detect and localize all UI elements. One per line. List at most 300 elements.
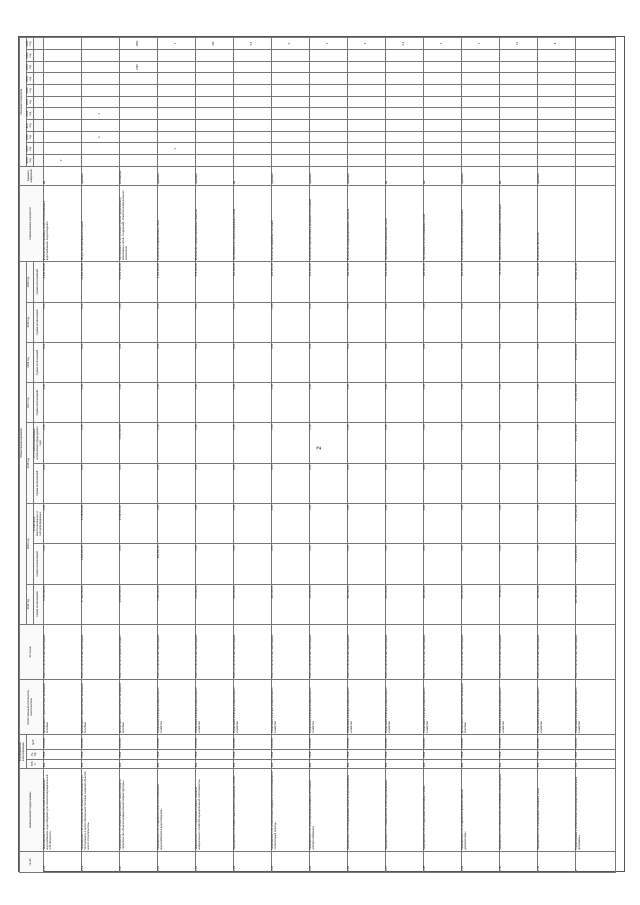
row-indicator-value: 0 [43, 155, 81, 167]
iheader-2016: 2016 год [26, 131, 33, 143]
row-rzpr: 0502 [157, 750, 195, 760]
row-indicator-value [537, 96, 575, 108]
row-number: 1.26 [347, 851, 385, 872]
row-indicator-value [575, 73, 615, 85]
header-year-2017: 2017 год [26, 383, 33, 423]
row-amount: 0,00 [43, 383, 81, 423]
row-amount: 0,00 [309, 423, 347, 463]
row-rzpr: 0502 [233, 750, 271, 760]
row-amount: 0,00 [461, 302, 499, 342]
row-indicator-value: 3 [347, 38, 385, 50]
row-indicator-value [575, 143, 615, 155]
row-indicator-value [499, 61, 537, 73]
row-indicator-value [575, 85, 615, 97]
header-year-2020: 2020 год [26, 262, 33, 302]
row-amount: 0,00 [157, 302, 195, 342]
row-amount: 0,00 [385, 423, 423, 463]
row-amount: 0,00 [461, 463, 499, 503]
row-responsible: Управление жилищно-коммунального хозяйства [157, 680, 195, 735]
row-rzpr: 0502 [385, 750, 423, 760]
row-responsible: Департамент строительства и жилищной политики [461, 680, 499, 735]
row-indicator-value [271, 120, 309, 132]
row-indicator: Количество светоточек [537, 185, 575, 261]
row-indicator-value [423, 155, 461, 167]
row-amount: 13 234 000,00 [575, 544, 615, 584]
program-activities-table [19, 37, 616, 873]
header-sum-2014: Сумма ассигнований [33, 584, 43, 624]
row-name: Мероприятие 1.24 «Обеспечение надежности теплоснабжения в отопительный период» [271, 769, 309, 852]
row-indicator-value [43, 143, 81, 155]
row-indicator-value [385, 96, 423, 108]
iheader-2019: 2019 год [26, 96, 33, 108]
row-amount: 0,00 [385, 342, 423, 382]
row-amount: 0,00 [537, 342, 575, 382]
row-amount: 0,00 [385, 504, 423, 544]
row-number: 1.25 [309, 851, 347, 872]
row-indicator-value [575, 108, 615, 120]
row-indicator-value [499, 50, 537, 62]
row-rzpr: 0502 [81, 750, 119, 760]
table-row [537, 38, 575, 873]
header-grbs: ГРБС [26, 759, 43, 769]
row-grbs: 802 [347, 759, 385, 769]
row-indicator-value [195, 155, 233, 167]
row-amount: 0,00 [157, 504, 195, 544]
row-amount: 0,00 [423, 302, 461, 342]
row-indicator-value [499, 120, 537, 132]
row-indicator-value [195, 131, 233, 143]
row-indicator: Протяженность отремонтированных сетей [233, 185, 271, 261]
row-indicator-value [461, 85, 499, 97]
row-amount: 0,00 [385, 544, 423, 584]
row-indicator: Протяженность построенных (реконструированных) инженерных сетей, сооружений, объектов коммунального назначения [119, 185, 157, 261]
row-grbs: 802 [119, 759, 157, 769]
row-indicator-value [119, 108, 157, 120]
header-csr: ЦСР [26, 735, 43, 750]
row-indicator-value [195, 143, 233, 155]
row-amount: 1 000 000,00 [119, 423, 157, 463]
row-grbs: 802 [81, 759, 119, 769]
row-source: Всего, в том числе местный бюджет [575, 624, 615, 679]
row-unit: км [233, 166, 271, 185]
row-amount: 0,00 [347, 463, 385, 503]
header-responsible: Ответственный исполнитель, соисполнитель [20, 680, 44, 735]
row-amount: 0,00 [195, 423, 233, 463]
row-grbs: 802 [461, 759, 499, 769]
row-indicator-value [575, 50, 615, 62]
row-indicator-value [385, 108, 423, 120]
row-indicator-value [195, 120, 233, 132]
row-amount: 0,00 [347, 504, 385, 544]
row-amount: 0,00 [347, 423, 385, 463]
row-indicator-value [309, 120, 347, 132]
row-source: Всего, в том числе местный бюджет [461, 624, 499, 679]
row-indicator-value [423, 143, 461, 155]
header-no: № п/п [20, 851, 44, 872]
row-amount: 320 000,00 [347, 262, 385, 302]
row-grbs: 802 [385, 759, 423, 769]
row-unit: единица [195, 166, 233, 185]
iheader-blank [33, 108, 43, 120]
row-indicator-value [385, 120, 423, 132]
row-rzpr: 0505 [575, 750, 615, 760]
row-responsible: Управление жилищно-коммунального хозяйства [537, 680, 575, 735]
row-indicator-value [537, 131, 575, 143]
row-amount: 103 789 400,00 [575, 584, 615, 624]
row-indicator-value [157, 120, 195, 132]
row-grbs: 802 [43, 759, 81, 769]
row-indicator-value [423, 50, 461, 62]
row-responsible: Управление жилищно-коммунального хозяйства [385, 680, 423, 735]
row-unit: км [43, 166, 81, 185]
row-number: 1.30 [499, 851, 537, 872]
row-rzpr: 0502 [271, 750, 309, 760]
iheader-2021: 2021 год [26, 73, 33, 85]
header-unit: Единица измерения [20, 166, 44, 185]
row-indicator-value: 1 [157, 38, 195, 50]
row-unit: километры [119, 166, 157, 185]
row-indicator-value [271, 61, 309, 73]
row-amount: 0,00 [195, 302, 233, 342]
row-amount: 0,00 [233, 383, 271, 423]
table-body [20, 38, 616, 873]
row-indicator-value [347, 96, 385, 108]
row-grbs: 802 [575, 759, 615, 769]
table-row [43, 38, 81, 873]
row-amount: 1 000 000,00 [81, 544, 119, 584]
row-indicator-value [347, 120, 385, 132]
table-row [157, 38, 195, 873]
row-source: Всего, в том числе местный бюджет [537, 624, 575, 679]
row-amount: 0,00 [347, 302, 385, 342]
row-responsible: Управление жилищно-коммунального хозяйства [575, 680, 615, 735]
row-name: Мероприятие 1.21 «Разработка схем теплоснабжения, водоснабжения и водоотведения» [157, 769, 195, 852]
row-responsible: Управление жилищно-коммунального хозяйства [271, 680, 309, 735]
row-indicator-value [233, 50, 271, 62]
row-csr: 1010400 [461, 735, 499, 750]
row-responsible: Управление жилищно-коммунального хозяйства [499, 680, 537, 735]
row-indicator-value [233, 96, 271, 108]
header-rzpr: Рз Пр [26, 750, 43, 760]
row-unit: км [499, 166, 537, 185]
row-number: 1.31 [537, 851, 575, 872]
row-grbs: 802 [233, 759, 271, 769]
row-grbs: 802 [271, 759, 309, 769]
row-amount: 0,00 [43, 544, 81, 584]
row-indicator [575, 185, 615, 261]
header-name: Наименование подпрограммы [20, 769, 44, 852]
row-indicator: Количество разработанной документации [461, 185, 499, 261]
row-indicator-value [157, 155, 195, 167]
row-indicator-value [81, 38, 119, 50]
row-indicator-value: 0,5 [233, 38, 271, 50]
row-csr: 1010400 [233, 735, 271, 750]
row-indicator-value [271, 143, 309, 155]
row-source: Всего, в том числе местный бюджет [157, 624, 195, 679]
row-amount: 0,00 [461, 342, 499, 382]
row-number: 1.24 [271, 851, 309, 872]
row-indicator: Количество модернизированных объектов [347, 185, 385, 261]
row-indicator: Протяженность обслуживаемых сетей [423, 185, 461, 261]
row-name: Мероприятие 1.25 «Приобретение резервных источников электроснабжения» [309, 769, 347, 852]
row-unit: единица [157, 166, 195, 185]
row-grbs: 802 [537, 759, 575, 769]
row-amount: 0,00 [499, 342, 537, 382]
row-indicator-value [423, 96, 461, 108]
row-amount: 0,00 [271, 342, 309, 382]
iheader-2014: 2014 год [26, 155, 33, 167]
row-indicator-value [309, 85, 347, 97]
row-amount: 0,00 [233, 302, 271, 342]
row-amount: 0,00 [271, 544, 309, 584]
row-amount: 500 000,00 [233, 262, 271, 302]
row-indicator-value: 1 [81, 108, 119, 120]
row-amount: 0,00 [309, 463, 347, 503]
row-amount: 0,00 [537, 302, 575, 342]
row-rzpr: 0502 [499, 750, 537, 760]
row-number: 1.22 [195, 851, 233, 872]
header-prev-2016: в т.ч. неиспользованные ассигнования предыдущего года [33, 423, 43, 463]
row-indicator-value [157, 131, 195, 143]
row-indicator-value [271, 73, 309, 85]
row-indicator-value [499, 108, 537, 120]
row-indicator: Количество отремонтированных объектов [195, 185, 233, 261]
row-rzpr: 0502 [423, 750, 461, 760]
row-amount: 150 000,00 [309, 584, 347, 624]
header-indicator-values: Значение показателя [20, 38, 27, 167]
row-amount: 278 000,00 [195, 262, 233, 302]
row-amount: 0,00 [423, 342, 461, 382]
row-amount: 0,00 [195, 383, 233, 423]
table-row [195, 38, 233, 873]
row-amount: 0,00 [43, 423, 81, 463]
row-indicator-value [157, 50, 195, 62]
row-amount: 2 250 000,00 [43, 262, 81, 302]
row-amount: 0,00 [347, 383, 385, 423]
row-indicator-value [575, 61, 615, 73]
table-row [385, 38, 423, 873]
table-row [271, 38, 309, 873]
row-indicator-value: 2360 [119, 61, 157, 73]
row-number: 1.18 [43, 851, 81, 872]
row-amount: 95 000,00 [499, 584, 537, 624]
row-indicator-value [461, 143, 499, 155]
row-rzpr: 0502 [119, 750, 157, 760]
row-indicator-value: 0,2 [385, 38, 423, 50]
row-amount: 0,00 [499, 544, 537, 584]
row-indicator-value [461, 50, 499, 62]
row-indicator-value [347, 131, 385, 143]
row-amount: 0,00 [81, 423, 119, 463]
row-amount: 0,00 [537, 463, 575, 503]
row-indicator: Количество разработанных схем [157, 185, 195, 261]
row-amount: 400 000,00 [271, 262, 309, 302]
row-amount: 0,00 [119, 302, 157, 342]
row-indicator-value [81, 85, 119, 97]
row-csr: 1010400 [195, 735, 233, 750]
row-indicator-value [385, 50, 423, 62]
row-amount: 0,00 [423, 504, 461, 544]
row-indicator-value [43, 50, 81, 62]
iheader-blank [33, 96, 43, 108]
row-unit: единица [81, 166, 119, 185]
row-indicator-value [499, 73, 537, 85]
table-row [575, 38, 615, 873]
row-indicator-value [537, 155, 575, 167]
row-responsible: Департамент строительства и жилищной политики [43, 680, 81, 735]
table-row [461, 38, 499, 873]
row-amount: 24 000 000,00 [119, 584, 157, 624]
row-indicator-value [499, 143, 537, 155]
row-source: Всего, в том числе краевой бюджет [119, 624, 157, 679]
row-amount: 0,00 [385, 302, 423, 342]
row-indicator-value [233, 108, 271, 120]
row-name: Мероприятие 1.29 «Разработка проектно-сметной документации» [461, 769, 499, 852]
row-amount: 0,00 [385, 463, 423, 503]
row-name: Подпрограмма 2 «Обеспечение реализации муниципальной программы» [575, 769, 615, 852]
header-unused-2015: в том числе неиспользованных и неподтвержденных [33, 504, 43, 544]
row-amount: 600 000,00 [461, 584, 499, 624]
row-unit: км [423, 166, 461, 185]
row-amount: 19 271 700,00 [575, 423, 615, 463]
row-indicator-value [537, 50, 575, 62]
row-indicator-value [233, 61, 271, 73]
row-indicator-value [347, 155, 385, 167]
row-csr: 1010400 [271, 735, 309, 750]
row-amount: 0,00 [43, 342, 81, 382]
iheader-blank [33, 120, 43, 132]
row-amount: 600 000,00 [461, 262, 499, 302]
row-amount: 0,00 [461, 504, 499, 544]
row-indicator-value [195, 50, 233, 62]
row-indicator-value [271, 85, 309, 97]
row-amount: 0,00 [233, 504, 271, 544]
row-number: 1.27 [385, 851, 423, 872]
row-amount: 0,00 [461, 383, 499, 423]
row-indicator-value [119, 155, 157, 167]
row-indicator-value [309, 143, 347, 155]
row-indicator-value [43, 120, 81, 132]
row-indicator-value [43, 131, 81, 143]
row-amount: 0,00 [309, 383, 347, 423]
row-amount: 500 000,00 [233, 584, 271, 624]
row-source: Всего, в том числе местный бюджет [81, 624, 119, 679]
row-unit: единица [461, 166, 499, 185]
row-amount: 16 516 800,00 [575, 342, 615, 382]
row-amount: 0,00 [461, 544, 499, 584]
row-number: 1.23 [233, 851, 271, 872]
row-number: 1.29 [461, 851, 499, 872]
row-amount: 0,00 [157, 423, 195, 463]
row-amount: 0,00 [195, 504, 233, 544]
row-amount: 0,00 [423, 544, 461, 584]
row-indicator-value [347, 73, 385, 85]
row-amount: 0,00 [157, 342, 195, 382]
row-amount: 19 202 000,00 [119, 262, 157, 302]
row-amount: 0,00 [271, 504, 309, 544]
row-amount: 150 000,00 [309, 262, 347, 302]
table-row [347, 38, 385, 873]
row-rzpr: 0502 [309, 750, 347, 760]
row-name: Мероприятие 1.31 «Организация освещения улиц» [537, 769, 575, 852]
row-indicator-value [271, 131, 309, 143]
row-amount: 0,00 [119, 383, 157, 423]
row-amount: 0,00 [233, 423, 271, 463]
header-indicator: Наименование показателя [20, 185, 44, 261]
table-row [309, 38, 347, 873]
row-indicator-value [195, 85, 233, 97]
row-indicator-value: 1 [461, 38, 499, 50]
row-indicator-value [157, 108, 195, 120]
row-indicator-value [309, 61, 347, 73]
row-csr: 1010400 [309, 735, 347, 750]
row-indicator-value [537, 108, 575, 120]
row-amount: 210 000,00 [385, 584, 423, 624]
row-indicator-value [81, 120, 119, 132]
row-indicator-value [499, 85, 537, 97]
row-indicator-value [119, 143, 157, 155]
row-number: 1.21 [157, 851, 195, 872]
row-unit: единица [309, 166, 347, 185]
row-indicator: Количество аварийных ситуаций [271, 185, 309, 261]
row-amount: 300 000,00 [157, 544, 195, 584]
row-source: Всего, в том числе местный бюджет [271, 624, 309, 679]
row-amount: 17 521 520,00 [575, 504, 615, 544]
row-amount: 0,00 [499, 463, 537, 503]
row-indicator: Протяженность обслуживаемых газопроводов [499, 185, 537, 261]
row-indicator-value [423, 73, 461, 85]
row-amount: 0,00 [271, 383, 309, 423]
iheader-2022: 2022 год [26, 61, 33, 73]
row-indicator-value [461, 108, 499, 120]
row-name: Мероприятие 1.23 «Капитальный ремонт инженерных сетей» [233, 769, 271, 852]
row-indicator-value [195, 108, 233, 120]
row-indicator-value [499, 131, 537, 143]
row-amount: 1 300 000,00 [157, 584, 195, 624]
row-indicator-value [309, 131, 347, 143]
row-indicator-value: 1962 [119, 38, 157, 50]
row-amount: 95 000,00 [499, 262, 537, 302]
row-amount: 0,00 [81, 383, 119, 423]
row-indicator: Ввод в эксплуатацию котельной [81, 185, 119, 261]
row-name: Мероприятие 1.26 «Модернизация объектов водоснабжения» [347, 769, 385, 852]
row-amount: 27 530 680,00 [575, 463, 615, 503]
row-rzpr: 0502 [347, 750, 385, 760]
row-amount: 0,00 [119, 463, 157, 503]
row-indicator-value [385, 131, 423, 143]
row-amount: 0,00 [309, 302, 347, 342]
row-source: Всего, в том числе местный бюджет [195, 624, 233, 679]
iheader-blank [33, 131, 43, 143]
iheader-2024: 2024 год [26, 38, 33, 50]
row-unit: единица [271, 166, 309, 185]
row-amount: 0,00 [271, 302, 309, 342]
row-indicator-value [537, 73, 575, 85]
row-indicator-value [43, 85, 81, 97]
row-grbs: 802 [499, 759, 537, 769]
row-indicator-value [157, 85, 195, 97]
row-indicator-value [81, 50, 119, 62]
row-csr: 1010400 [43, 735, 81, 750]
row-indicator-value [195, 96, 233, 108]
row-amount: 0,00 [537, 504, 575, 544]
row-amount: 0,00 [233, 463, 271, 503]
row-amount: 18 561 421,00 [575, 262, 615, 302]
row-amount: 0,00 [499, 383, 537, 423]
row-amount: 0,00 [499, 423, 537, 463]
iheader-blank [33, 155, 43, 167]
row-indicator-value [119, 131, 157, 143]
